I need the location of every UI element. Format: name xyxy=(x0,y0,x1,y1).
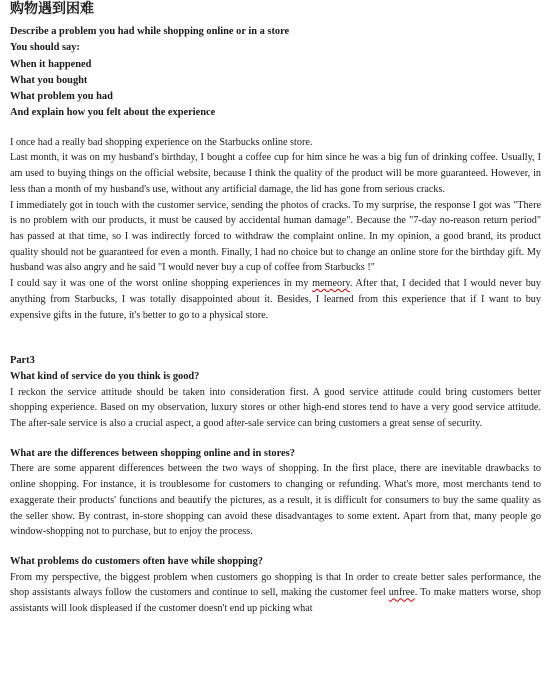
part3-heading: Part3 xyxy=(10,355,35,367)
document-title: 购物遇到困难 xyxy=(10,1,94,17)
answer-paragraph: I once had a really bad shopping experience on the Starbucks online store. xyxy=(10,136,313,148)
spelling-error-word: unfree xyxy=(388,587,415,599)
text-run: . To make matters worse, shop assistants will look displeased if the customer doesn't end up picking what xyxy=(10,587,541,615)
answer-block xyxy=(10,461,541,540)
answer-paragraph: I immediately got in touch with the customer service, sending the photos of cracks. To my surprise, the response I got was "There is no problem with our products, it must be caused by accidental human damage". Because the "7-day no-reason return period" has passed at that time, so I was indirectly forced to withdraw the complaint online. In my opinion, a good brand, its product quality should not be guaranteed for even a month. Finally, I had no choice but to change an online store for the birthday gift. My husband was also angry and he said "I would never buy a cup of coffee from Starbucks !" xyxy=(10,199,541,274)
cue-card-line: What problem you had xyxy=(10,91,113,103)
text-run: From my perspective, the biggest problem when customers go shopping is that In order to create better sales performance, the shop assistants always follow the customers and continue to sell, making the customer feel xyxy=(10,571,541,599)
answer-paragraph: There are some apparent differences between the two ways of shopping. In the first place, there are inevitable drawbacks to online shopping. For instance, it is troublesome for customers to changing or refunding. What's more, most merchants tend to exaggerate their products' functions and beautify the pictures, as a result, it is difficult for consumers to buy the same quality as the seller show. By contrast, in-store shopping can avoid these disadvantages to some extent. Apart from that, many people go window-shopping not to purchase, but to enjoy the process. xyxy=(10,463,541,538)
text-run: . After that, I decided that I would never buy anything from Starbucks, I was totally disappointed about it. Besides, I learned from this experience that if I want to buy expensive gifts in the future, it's better to go to a physical store. xyxy=(10,278,541,321)
part2-answer xyxy=(10,135,541,323)
cue-card-line: And explain how you felt about the experience xyxy=(10,107,216,119)
cue-card-line: What you bought xyxy=(10,74,88,86)
answer-paragraph: I reckon the service attitude should be taken into consideration first. A good service attitude could bring customers better shopping experience. Based on my observation, luxury stores or other high-end stores tend to have a very good service attitude. The after-sale service is also a crucial aspect, a good after-sale service can bring customers a great sense of security. xyxy=(10,386,541,430)
question-heading: What problems do customers often have while shopping? xyxy=(10,555,263,567)
question-heading: What kind of service do you think is good? xyxy=(10,370,200,382)
cue-card-line: You should say: xyxy=(10,42,80,54)
answer-paragraph xyxy=(10,276,541,323)
answer-block xyxy=(10,570,541,617)
answer-paragraph xyxy=(10,570,541,617)
text-run: I could say it was one of the worst online shopping experiences in my xyxy=(10,278,313,290)
question-heading: What are the differences between shopping online and in stores? xyxy=(10,447,295,459)
spelling-error-word: memeory xyxy=(312,278,350,290)
cue-card-topic: Describe a problem you had while shopping online or in a store xyxy=(10,26,290,37)
answer-block xyxy=(10,385,541,432)
answer-paragraph: Last month, it was on my husband's birthday, I bought a coffee cup for him since he was a big fun of drinking coffee. Usually, I am used to buying things on the official website, because I think the quality of the product will be more guaranteed. However, in less than a month of my husband's use, without any artificial damage, the lid has gone from serious cracks. xyxy=(10,152,541,195)
cue-card-line: When it happened xyxy=(10,58,92,70)
cue-card xyxy=(10,24,541,122)
